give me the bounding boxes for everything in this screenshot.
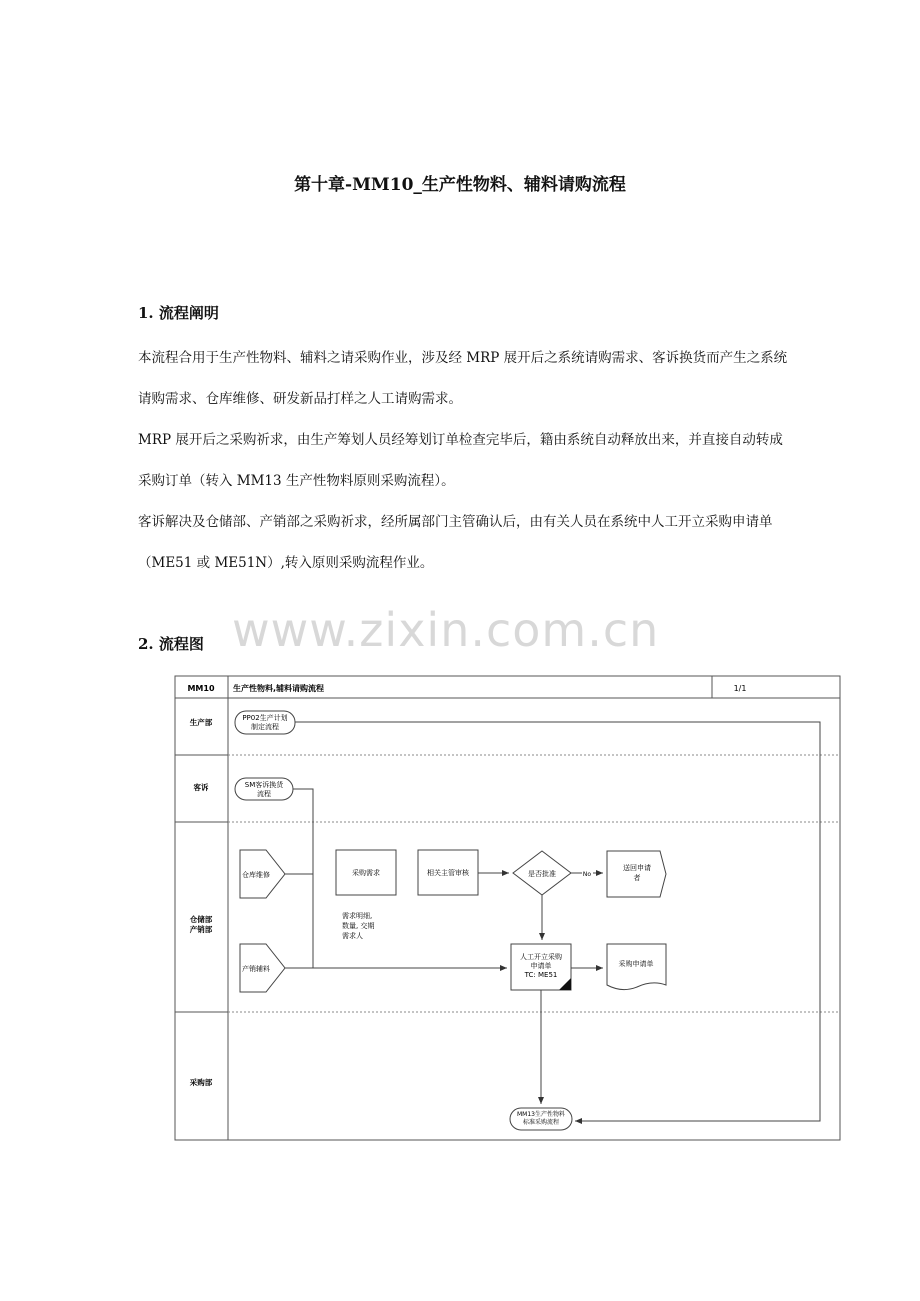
connector-sm-to-merge [293,789,313,968]
watermark: www.zixin.com.cn [232,603,660,657]
svg-text:SM客诉换货流程: SM客诉换货流程 [244,781,284,798]
svg-text:MM13生产性物料标准采购流程: MM13生产性物料标准采购流程 [517,1111,565,1126]
sales-aux-label: 产销辅料 [242,965,270,973]
need-note: 需求明细,数量, 交期需求人 [342,912,375,940]
paragraph-1: 本流程合用于生产性物料、辅料之请采购作业，涉及经 MRP 展开后之系统请购需求、客诉换货而产生之系统请购需求、仓库维修、研发新品打样之人工请购需求。 [138,350,788,407]
section-1-heading: 1. 流程阐明 [138,304,219,322]
flowchart-page: 1/1 [733,684,747,693]
paragraph-3: 客诉解决及仓储部、产销部之采购祈求，经所属部门主管确认后，由有关人员在系统中人工开立采购申请单（ME51 或 ME51N）,转入原则采购流程作业。 [138,514,773,571]
flowchart-title: 生产性物料,辅料请购流程 [233,684,325,693]
svg-text:送回申请者: 送回申请者 [623,864,651,882]
flowchart-frame [175,676,840,1140]
supervisor-review-label: 相关主管审核 [427,869,469,877]
lane-production: 生产部 [189,718,213,727]
warehouse-repair-label: 仓库维修 [242,871,270,879]
flowchart-code: MM10 [187,684,215,693]
no-label: No [582,871,592,878]
lane-warehouse-sales: 仓储部产销部 [189,915,213,934]
purchase-need-label: 采购需求 [352,869,380,877]
svg-text:PP02生产计划制定流程: PP02生产计划制定流程 [242,714,288,731]
lane-complaint: 客诉 [193,783,209,792]
approve-decision-label: 是否批准 [528,870,556,878]
document-title: 第十章-MM10_生产性物料、辅料请购流程 [294,175,626,195]
lane-purchasing: 采购部 [189,1078,213,1087]
section-2-heading: 2. 流程图 [138,635,204,653]
paragraph-2: MRP 展开后之采购祈求，由生产筹划人员经筹划订单检查完毕后，籍由系统自动释放出来，并直接自动转成采购订单（转入 MM13 生产性物料原则采购流程）。 [138,432,783,489]
pr-document-label: 采购申请单 [618,960,654,968]
svg-text:人工开立采购申请单TC: ME51: 人工开立采购申请单 TC: ME51 [520,953,562,979]
